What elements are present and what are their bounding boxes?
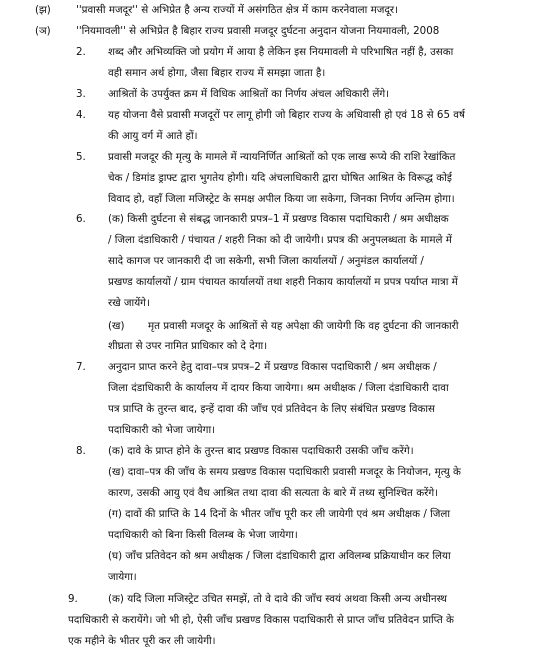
clause-9-line-3: एक महीने के भीतर पूरी कर ली जायेगी।	[68, 635, 216, 647]
clause-5-line-2: चेक / डिमांड ड्राफ्ट द्वारा भुगतेय होगी। यदि अंचलाधिकारी द्वारा घोषित आश्रित के विरूद्ध कोई	[108, 172, 452, 184]
clause-9-line-1: (क) यदि जिला मजिस्ट्रेट उचित समझें, तो वे दावे की जाँच स्वयं अथवा किसी अन्य अधीनस्थ	[108, 593, 447, 605]
marker-nya: (ञ)	[35, 25, 51, 37]
clause-3-line-1: आश्रितों के उपर्युक्त क्रम में विधिक आश्रितों का निर्णय अंचल अधिकारी लेंगे।	[108, 88, 390, 100]
clause-8-line-6: (घ) जाँच प्रतिवेदन को श्रम अधीक्षक / जिला दंडाधिकारी द्वारा अविलम्ब प्रक्रियाधीन कर लिया	[108, 550, 451, 562]
marker-5: 5.	[76, 151, 86, 163]
clause-7-line-3: पत्र प्राप्ति के तुरन्त बाद, इन्हें दावा की जाँच एवं प्रतिवेदन के लिए संबंधित प्रखण्ड विकास	[108, 403, 436, 415]
clause-8-line-2: (ख) दावा–पत्र की जाँच के समय प्रखण्ड विकास पदाधिकारी प्रवासी मजदूर के नियोजन, मृत्यु के	[108, 466, 461, 478]
item-jha-text: ''प्रवासी मजदूर'' से अभिप्रेत है अन्य राज्यों में असंगठित क्षेत्र में काम करनेवाला मजदूर।	[76, 4, 398, 16]
marker-3: 3.	[76, 88, 86, 100]
clause-8-line-7: जायेगा।	[108, 571, 137, 583]
clause-6-kha-line-1: मृत प्रवासी मजदूर के आश्रितों से यह अपेक्षा की जायेगी कि वह दुर्घटना की जानकारी	[148, 320, 459, 332]
clause-6-line-1: (क) किसी दुर्घटना से संबद्ध जानकारी प्रपत्र–1 में प्रखण्ड विकास पदाधिकारी / श्रम अधीक्षक	[108, 213, 449, 225]
marker-8: 8.	[76, 445, 86, 457]
clause-6-kha-line-2: शीघ्रता से उपर नामित प्राधिकार को दे देगा।	[108, 340, 268, 352]
item-nya-text: ''नियमावली'' से अभिप्रेत है बिहार राज्य प्रवासी मजदूर दुर्घटना अनुदान योजना नियमावली, 2008	[76, 25, 440, 37]
marker-6-kha: (ख)	[108, 320, 125, 332]
clause-4-line-1: यह योजना वैसे प्रवासी मजदूरों पर लागू होगी जो बिहार राज्य के अधिवासी हो एवं 18 से 65 वर्ष	[108, 109, 465, 121]
clause-2-line-2: वही समान अर्थ होगा, जैसा बिहार राज्य में समझा जाता है।	[108, 67, 326, 79]
clause-7-line-2: जिला दंडाधिकारी के कार्यालय में दायर किया जायेगा। श्रम अधीक्षक / जिला दंडाधिकारी दावा	[108, 382, 449, 394]
clause-4-line-2: की आयु वर्ग में आते हों।	[108, 130, 198, 142]
marker-2: 2.	[76, 46, 86, 58]
clause-8-line-4: (ग) दावों की प्राप्ति के 14 दिनों के भीतर जाँच पूरी कर ली जायेगी एवं श्रम अधीक्षक / जिला	[108, 508, 451, 520]
clause-7-line-1: अनुदान प्राप्त करने हेतु दावा–पत्र प्रपत्र–2 में प्रखण्ड विकास पदाधिकारी / श्रम अधीक्षक /	[108, 361, 437, 373]
marker-6: 6.	[76, 213, 86, 225]
clause-8-line-5: पदाधिकारी को बिना किसी विलम्ब के भेजा जायेगा।	[108, 529, 298, 541]
clause-6-line-2: / जिला दंडाधिकारी / पंचायत / शहरी निका को दी जायेगी। प्रपत्र की अनुपलब्धता के मामले में	[108, 234, 452, 246]
clause-6-line-4: प्रखण्ड कार्यालयों / ग्राम पंचायत कार्यालयों तथा शहरी निकाय कार्यालयों म प्रपत्र पर्याप्त मात्रा में	[108, 276, 458, 288]
clause-6-line-5: रखे जायेंगे।	[108, 297, 150, 309]
marker-9: 9.	[68, 593, 78, 605]
marker-7: 7.	[76, 361, 86, 373]
clause-2-line-1: शब्द और अभिव्यक्ति जो प्रयोग में आया है लेकिन इस नियमावली मे परिभाषित नहीं है, उसका	[108, 46, 454, 58]
marker-jha: (झ)	[35, 4, 51, 16]
clause-5-line-3: विवाद हो, वहाँ जिला मजिस्ट्रेट के समक्ष अपील किया जा सकेगा, जिनका निर्णय अन्तिम होगा।	[108, 193, 455, 205]
clause-7-line-4: पदाधिकारी को भेजा जायेगा।	[108, 424, 216, 436]
marker-4: 4.	[76, 109, 86, 121]
clause-9-line-2: पदाधिकारी से करायेंगे। जो भी हो, ऐसी जाँच प्रखण्ड विकास पदाधिकारी से प्राप्त जाँच प्रतिवेदन प्राप्ति के	[68, 614, 454, 626]
clause-8-line-1: (क) दावे के प्राप्त होने के तुरन्त बाद प्रखण्ड विकास पदाधिकारी उसकी जाँच करेंगे।	[108, 445, 414, 457]
clause-5-line-1: प्रवासी मजदूर की मृत्यु के मामले में न्यायनिर्णित आश्रितों को एक लाख रूप्ये की राशि रेखांकित	[108, 151, 456, 163]
clause-6-line-3: सादे कागज पर जानकारी दी जा सकेगी, सभी जिला कार्यालयों / अनुमंडल कार्यालयों /	[108, 255, 424, 267]
clause-8-line-3: कारण, उसकी आयु एवं वैध आश्रित तथा दावा की सत्यता के बारे में तथ्य सुनिश्चित करेंगे।	[108, 487, 439, 499]
